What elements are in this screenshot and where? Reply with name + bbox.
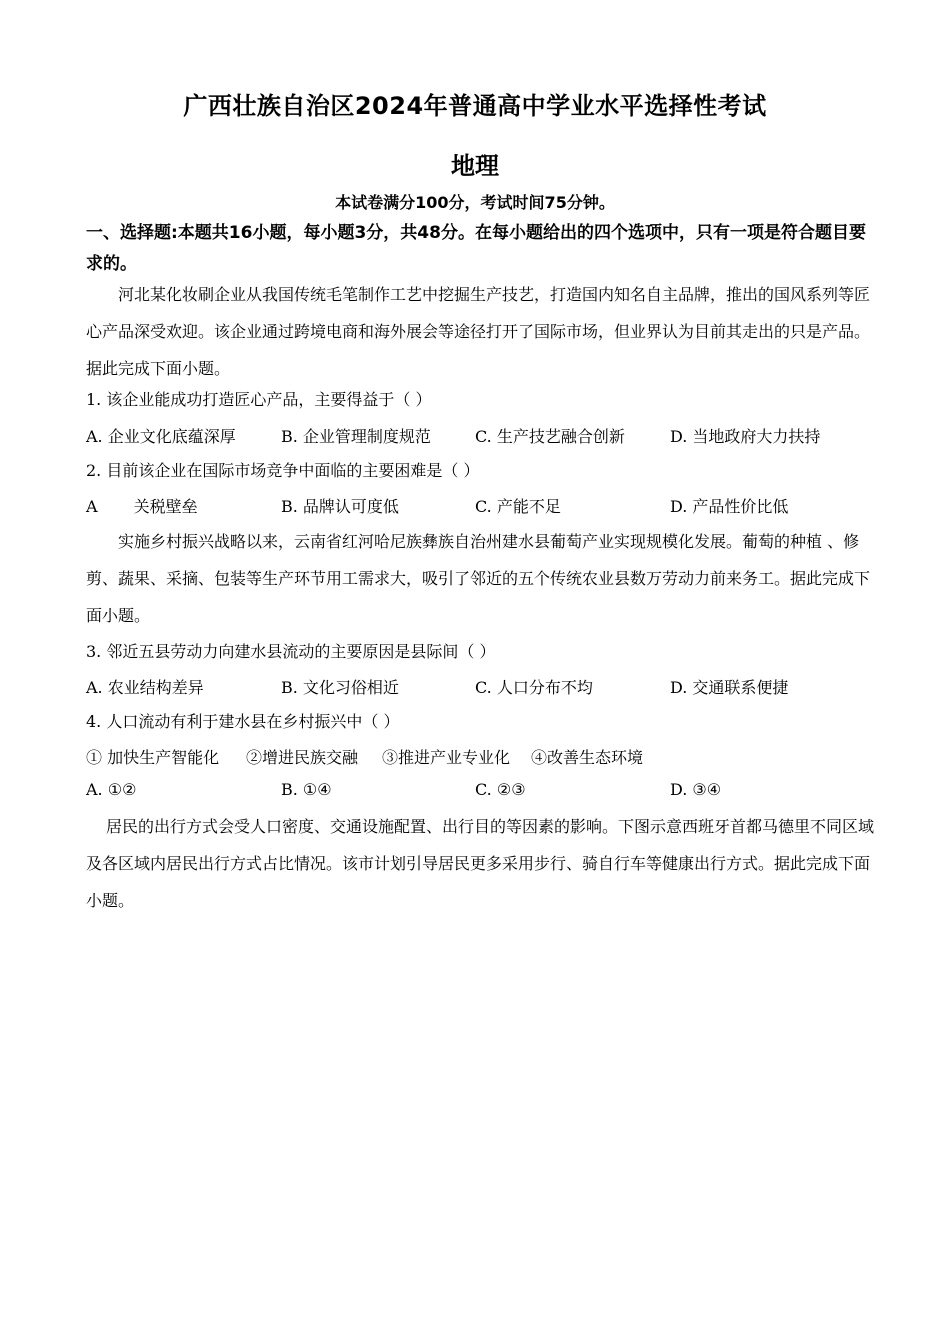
question-4-statement-4: ④改善生态环境 [531, 748, 644, 767]
question-1-option-a[interactable]: A. 企业文化底蕴深厚 [86, 427, 236, 446]
question-3-option-c[interactable]: C. 人口分布不均 [475, 678, 593, 697]
question-4-statement-1: ① 加快生产智能化 [86, 748, 220, 767]
question-4-option-b[interactable]: B. ①④ [281, 780, 332, 799]
question-3-stem: 3. 邻近五县劳动力向建水县流动的主要原因是县际间（ ） [86, 642, 496, 661]
question-4-option-d[interactable]: D. ③④ [670, 780, 722, 799]
question-3-option-d[interactable]: D. 交通联系便捷 [670, 678, 789, 697]
question-1-option-d[interactable]: D. 当地政府大力扶持 [670, 427, 821, 446]
passage-2: 实施乡村振兴战略以来，云南省红河哈尼族彝族自治州建水县葡萄产业实现规模化发展。葡萄的种植 、修剪、蔬果、采摘、包装等生产环节用工需求大，吸引了邻近的五个传统农业县数万劳动力前来务工。据此完成下面小题。 [86, 532, 871, 625]
passage-1: 河北某化妆刷企业从我国传统毛笔制作工艺中挖掘生产技艺，打造国内知名自主品牌，推出的国风系列等匠心产品深受欢迎。该企业通过跨境电商和海外展会等途径打开了国际市场，但业界认为目前其走出的只是产品。据此完成下面小题。 [86, 285, 871, 378]
question-4-statements [86, 745, 876, 769]
question-1-stem: 1. 该企业能成功打造匠心产品，主要得益于（ ） [86, 390, 432, 409]
section-heading: 一、选择题:本题共16小题，每小题3分，共48分。在每小题给出的四个选项中，只有一项是符合题目要求的。 [86, 223, 866, 274]
question-1-option-b[interactable]: B. 企业管理制度规范 [281, 427, 431, 446]
question-3-option-b[interactable]: B. 文化习俗相近 [281, 678, 399, 697]
question-3-options [86, 675, 876, 699]
question-2-stem: 2. 目前该企业在国际市场竞争中面临的主要困难是（ ） [86, 461, 480, 480]
question-1-option-c[interactable]: C. 生产技艺融合创新 [475, 427, 625, 446]
subject-title: 地理 [451, 152, 499, 180]
question-3-option-a[interactable]: A. 农业结构差异 [86, 678, 204, 697]
question-4-stem: 4. 人口流动有利于建水县在乡村振兴中（ ） [86, 712, 400, 731]
question-4-statement-2: ②增进民族交融 [246, 748, 359, 767]
question-4-option-a[interactable]: A. ①② [86, 780, 137, 799]
question-4-option-c[interactable]: C. ②③ [475, 780, 526, 799]
question-1-options [86, 424, 876, 448]
exam-title: 广西壮族自治区2024年普通高中学业水平选择性考试 [183, 92, 767, 120]
question-2-option-a-text: 关税壁垒 [133, 497, 198, 516]
question-4-options [86, 780, 876, 804]
exam-note: 本试卷满分100分，考试时间75分钟。 [335, 193, 615, 212]
question-2-option-d[interactable]: D. 产品性价比低 [670, 497, 789, 516]
question-2-options [86, 494, 876, 518]
question-4-statement-3: ③推进产业专业化 [382, 748, 511, 767]
question-2-option-a-letter: A [86, 497, 98, 516]
question-2-option-c[interactable]: C. 产能不足 [475, 497, 561, 516]
passage-3: 居民的出行方式会受人口密度、交通设施配置、出行目的等因素的影响。下图示意西班牙首都马德里不同区域及各区域内居民出行方式占比情况。该市计划引导居民更多采用步行、骑自行车等健康出行方式。据此完成下面小题。 [86, 817, 875, 910]
question-2-option-b[interactable]: B. 品牌认可度低 [281, 497, 399, 516]
question-2-option-a[interactable] [86, 494, 198, 517]
